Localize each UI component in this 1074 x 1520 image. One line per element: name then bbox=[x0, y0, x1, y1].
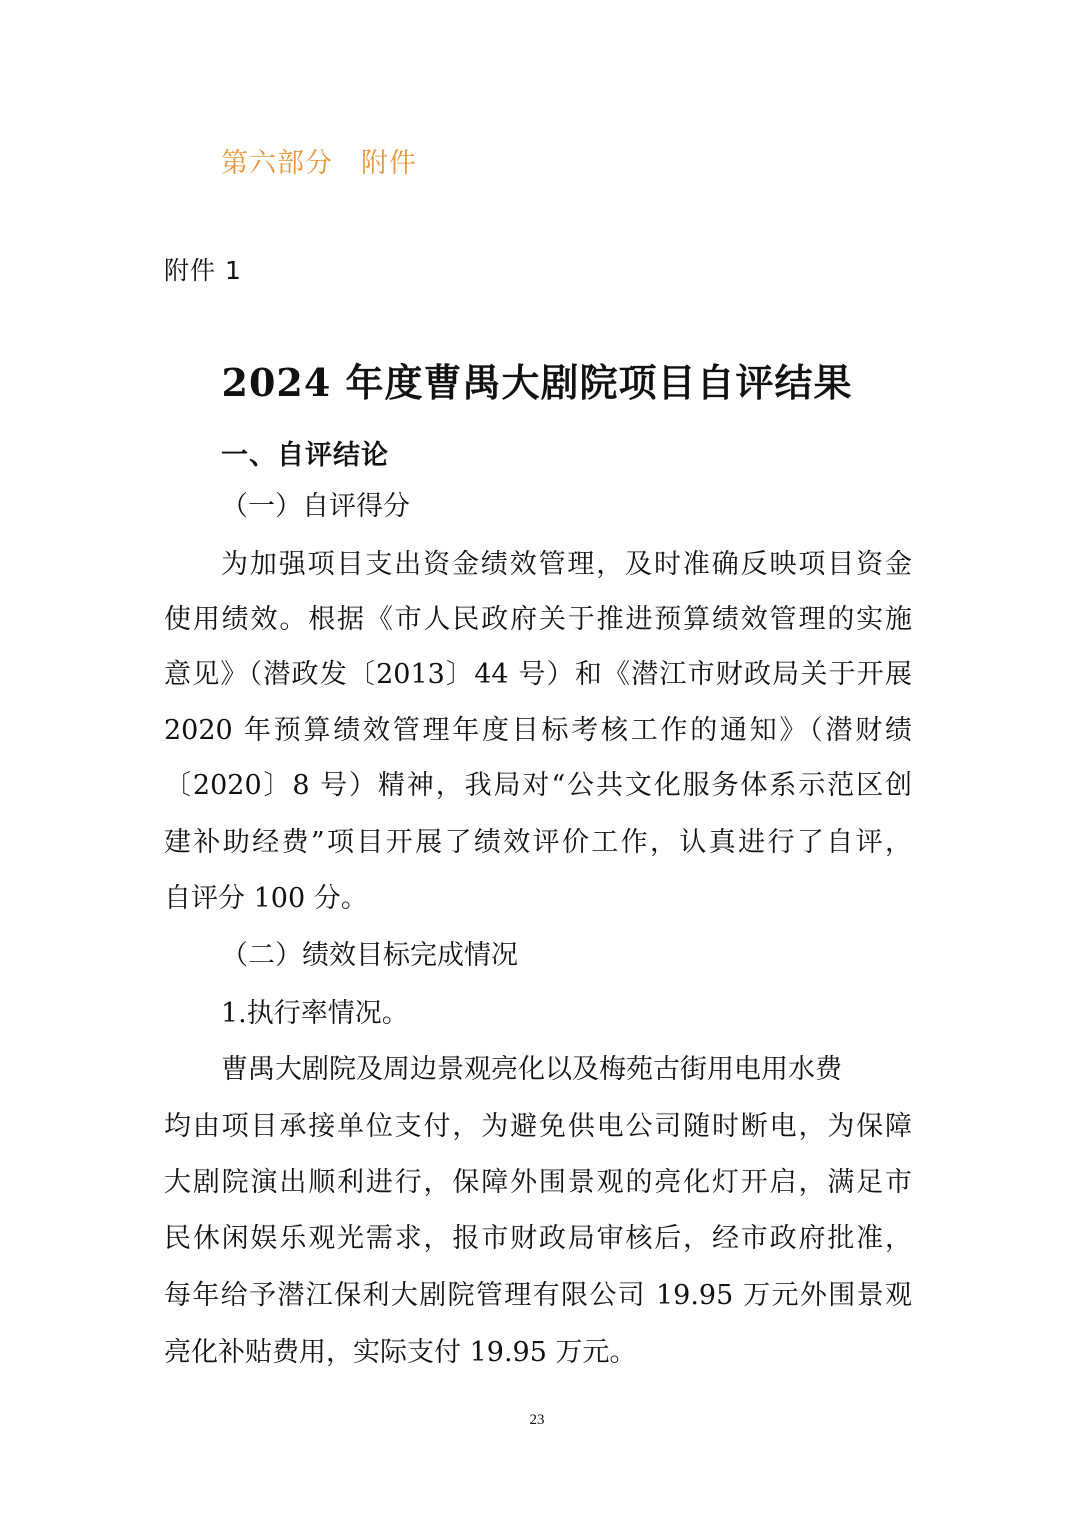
paragraph-line: 〔2020〕8 号）精神，我局对“公共文化服务体系示范区创 bbox=[164, 770, 912, 801]
paragraph-line: 建补助经费”项目开展了绩效评价工作，认真进行了自评， bbox=[164, 827, 912, 858]
paragraph-line: 大剧院演出顺利进行，保障外围景观的亮化灯开启，满足市 bbox=[164, 1167, 912, 1198]
paragraph-line: 意见》（潜政发〔2013〕44 号）和《潜江市财政局关于开展 bbox=[164, 659, 912, 690]
section-heading: 第六部分 附件 bbox=[221, 148, 417, 179]
attachment-label: 附件 1 bbox=[164, 256, 242, 285]
paragraph-line: 为加强项目支出资金绩效管理，及时准确反映项目资金 bbox=[221, 549, 912, 580]
paragraph-line: 亮化补贴费用，实际支付 19.95 万元。 bbox=[164, 1337, 637, 1368]
paragraph-line: 曹禺大剧院及周边景观亮化以及梅苑古街用电用水费 bbox=[221, 1054, 842, 1085]
section-one-heading: 一、自评结论 bbox=[221, 440, 389, 471]
paragraph-line: 自评分 100 分。 bbox=[164, 883, 368, 914]
page-number: 23 bbox=[529, 1412, 545, 1428]
paragraph-line: 每年给予潜江保利大剧院管理有限公司 19.95 万元外围景观 bbox=[164, 1280, 912, 1311]
item-one-heading: 1.执行率情况。 bbox=[221, 998, 409, 1029]
paragraph-line: 均由项目承接单位支付，为避免供电公司随时断电，为保障 bbox=[164, 1111, 912, 1142]
subsection-two-heading: （二）绩效目标完成情况 bbox=[221, 940, 518, 971]
paragraph-line: 民休闲娱乐观光需求，报市财政局审核后，经市政府批准， bbox=[164, 1223, 912, 1254]
paragraph-line: 使用绩效。根据《市人民政府关于推进预算绩效管理的实施 bbox=[164, 604, 912, 635]
paragraph-line: 2020 年预算绩效管理年度目标考核工作的通知》（潜财绩 bbox=[164, 715, 912, 746]
subsection-one-heading: （一）自评得分 bbox=[221, 491, 410, 522]
document-title: 2024 年度曹禺大剧院项目自评结果 bbox=[221, 360, 853, 405]
